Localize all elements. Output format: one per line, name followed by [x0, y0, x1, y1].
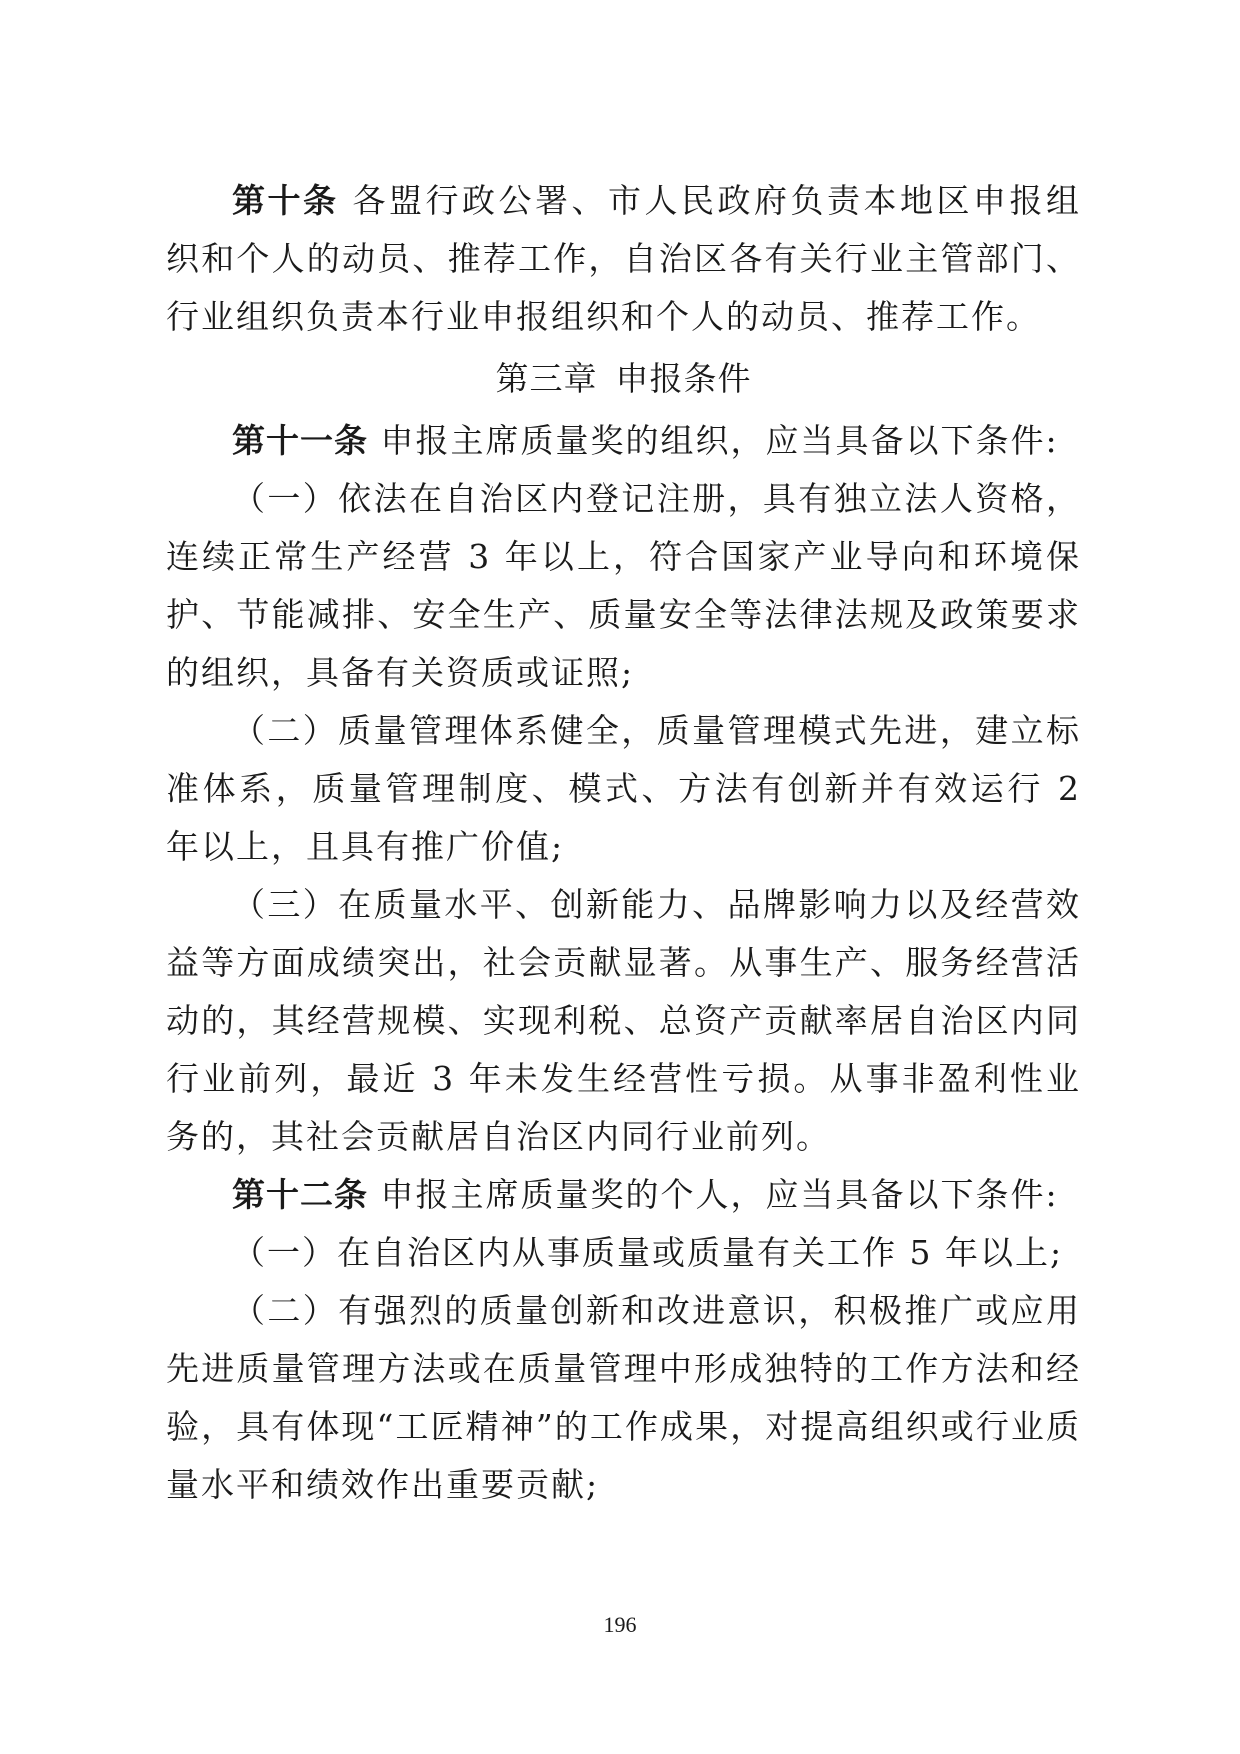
chapter-number: 第三章: [495, 359, 598, 398]
article-10-text: 各盟行政公署、市人民政府负责本地区申报组织和个人的动员、推荐工作，自治区各有关行业主管部门、行业组织负责本行业申报组织和个人的动员、推荐工作。: [166, 181, 1081, 336]
article-12-paragraph: [166, 1166, 1081, 1224]
article-11-text: 申报主席质量奖的组织，应当具备以下条件:: [380, 421, 1059, 460]
article-11-item-3: （三）在质量水平、创新能力、品牌影响力以及经营效益等方面成绩突出，社会贡献显著。从事生产、服务经营活动的，其经营规模、实现利税、总资产贡献率居自治区内同行业前列，最近 3 年未发生经营性亏损。从事非盈利性业务的，其社会贡献居自治区内同行业前列。: [166, 885, 1081, 1156]
article-10-paragraph: [166, 172, 1081, 346]
article-11-paragraph: [166, 412, 1081, 470]
page-number: 196: [603, 1612, 637, 1637]
article-12-item-1: （一）在自治区内从事质量或质量有关工作 5 年以上;: [232, 1233, 1064, 1272]
chapter-title: 申报条件: [615, 359, 752, 398]
chapter-heading: [166, 346, 1081, 412]
article-10-label: 第十条: [232, 181, 339, 220]
body-text: [166, 172, 1081, 1514]
article-12-text: 申报主席质量奖的个人，应当具备以下条件:: [380, 1175, 1059, 1214]
article-12-label: 第十二条: [232, 1175, 368, 1214]
article-11-item-2: （二）质量管理体系健全，质量管理模式先进，建立标准体系，质量管理制度、模式、方法有创新并有效运行 2 年以上，且具有推广价值;: [166, 711, 1081, 866]
article-12-item-2: （二）有强烈的质量创新和改进意识，积极推广或应用先进质量管理方法或在质量管理中形成独特的工作方法和经验，具有体现“工匠精神”的工作成果，对提高组织或行业质量水平和绩效作出重要贡献;: [166, 1291, 1081, 1504]
article-11-label: 第十一条: [232, 421, 368, 460]
article-11-item-1: （一）依法在自治区内登记注册，具有独立法人资格，连续正常生产经营 3 年以上，符合国家产业导向和环境保护、节能减排、安全生产、质量安全等法律法规及政策要求的组织，具备有关资质或证照;: [166, 479, 1081, 692]
